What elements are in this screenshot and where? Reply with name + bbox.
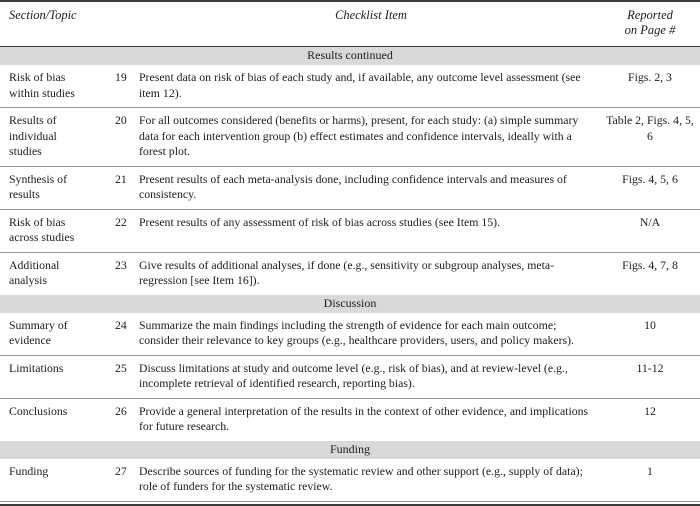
reported-page-cell: 11-12 xyxy=(604,355,700,398)
table-row-item-22 xyxy=(0,209,700,252)
table-row-item-20 xyxy=(0,108,700,167)
reported-page-cell: Figs. 2, 3 xyxy=(604,65,700,108)
section-band-label: Funding xyxy=(0,441,700,459)
checklist-item-cell: Present results of any assessment of risk of bias across studies (see Item 15). xyxy=(138,209,604,252)
topic-cell: Synthesis of results xyxy=(0,166,108,209)
reported-page-cell: Table 2, Figs. 4, 5, 6 xyxy=(604,108,700,167)
checklist-item-cell: Present data on risk of bias of each study and, if available, any outcome level assessment (see item 12). xyxy=(138,65,604,108)
checklist-item-cell: For all outcomes considered (benefits or harms), present, for each study: (a) simple summary data for each intervention group (b) effect estimates and confidence intervals, ideally with a forest plot. xyxy=(138,108,604,167)
section-band-label: Discussion xyxy=(0,295,700,313)
table-row-item-21 xyxy=(0,166,700,209)
checklist-item-cell: Discuss limitations at study and outcome level (e.g., risk of bias), and at review-level (e.g., incomplete retrieval of identified research, reporting bias). xyxy=(138,355,604,398)
reported-page-cell: Figs. 4, 5, 6 xyxy=(604,166,700,209)
header-reported-line1: Reported xyxy=(627,8,673,22)
section-band-results-continued xyxy=(0,47,700,66)
item-number-cell: 23 xyxy=(115,257,127,272)
section-band-discussion xyxy=(0,295,700,313)
item-number-cell: 21 xyxy=(108,166,138,209)
item-number-cell: 19 xyxy=(108,65,138,108)
topic-cell: Funding xyxy=(0,459,108,502)
item-number-cell: 22 xyxy=(108,209,138,252)
checklist-item-cell: Give results of additional analyses, if done (e.g., sensitivity or subgroup analyses, meta-regression [see Item 16]). xyxy=(139,257,555,287)
topic-cell: Risk of bias across studies xyxy=(0,209,108,252)
topic-cell: Conclusions xyxy=(9,403,68,418)
item-number-cell: 26 xyxy=(115,403,127,418)
header-checklist-item: Checklist Item xyxy=(138,2,604,47)
checklist-item-cell: Describe sources of funding for the systematic review and other support (e.g., supply of data); role of funders for the systematic review. xyxy=(138,459,604,502)
table-row-item-25 xyxy=(0,355,700,398)
reported-page-cell: Figs. 4, 7, 8 xyxy=(622,257,678,272)
reported-page-cell: N/A xyxy=(604,209,700,252)
topic-cell: Limitations xyxy=(0,355,108,398)
section-band-label: Results continued xyxy=(0,47,700,66)
header-reported-line2: on Page # xyxy=(624,23,676,37)
item-number-cell: 24 xyxy=(108,313,138,356)
item-number-cell: 20 xyxy=(108,108,138,167)
section-band-funding xyxy=(0,441,700,459)
table-row-item-24 xyxy=(0,313,700,356)
table-row-item-27 xyxy=(0,459,700,502)
checklist-table xyxy=(0,2,700,502)
reported-page-cell: 10 xyxy=(604,313,700,356)
reported-page-cell: 12 xyxy=(644,403,656,418)
checklist-item-cell: Summarize the main findings including the strength of evidence for each main outcome; consider their relevance to key groups (e.g., healthcare providers, users, and policy makers). xyxy=(138,313,604,356)
item-number-cell: 25 xyxy=(108,355,138,398)
reported-page-cell: 1 xyxy=(604,459,700,502)
topic-cell: Additional analysis xyxy=(9,257,60,287)
item-number-cell: 27 xyxy=(108,459,138,502)
topic-cell: Summary of evidence xyxy=(0,313,108,356)
bottom-rule-gap xyxy=(0,502,700,504)
table-row-item-23 xyxy=(0,252,700,295)
topic-cell: Results of individual studies xyxy=(0,108,108,167)
checklist-item-cell: Present results of each meta-analysis done, including confidence intervals and measures of consistency. xyxy=(138,166,604,209)
table-row-item-19 xyxy=(0,65,700,108)
header-item-number xyxy=(108,2,138,47)
checklist-item-cell: Provide a general interpretation of the results in the context of other evidence, and implications for future research. xyxy=(139,403,589,433)
table-header xyxy=(0,2,700,47)
topic-cell: Risk of bias within studies xyxy=(0,65,108,108)
header-section-topic: Section/Topic xyxy=(0,2,108,47)
header-reported-on-page xyxy=(604,2,700,47)
table-row-item-26 xyxy=(0,398,700,441)
